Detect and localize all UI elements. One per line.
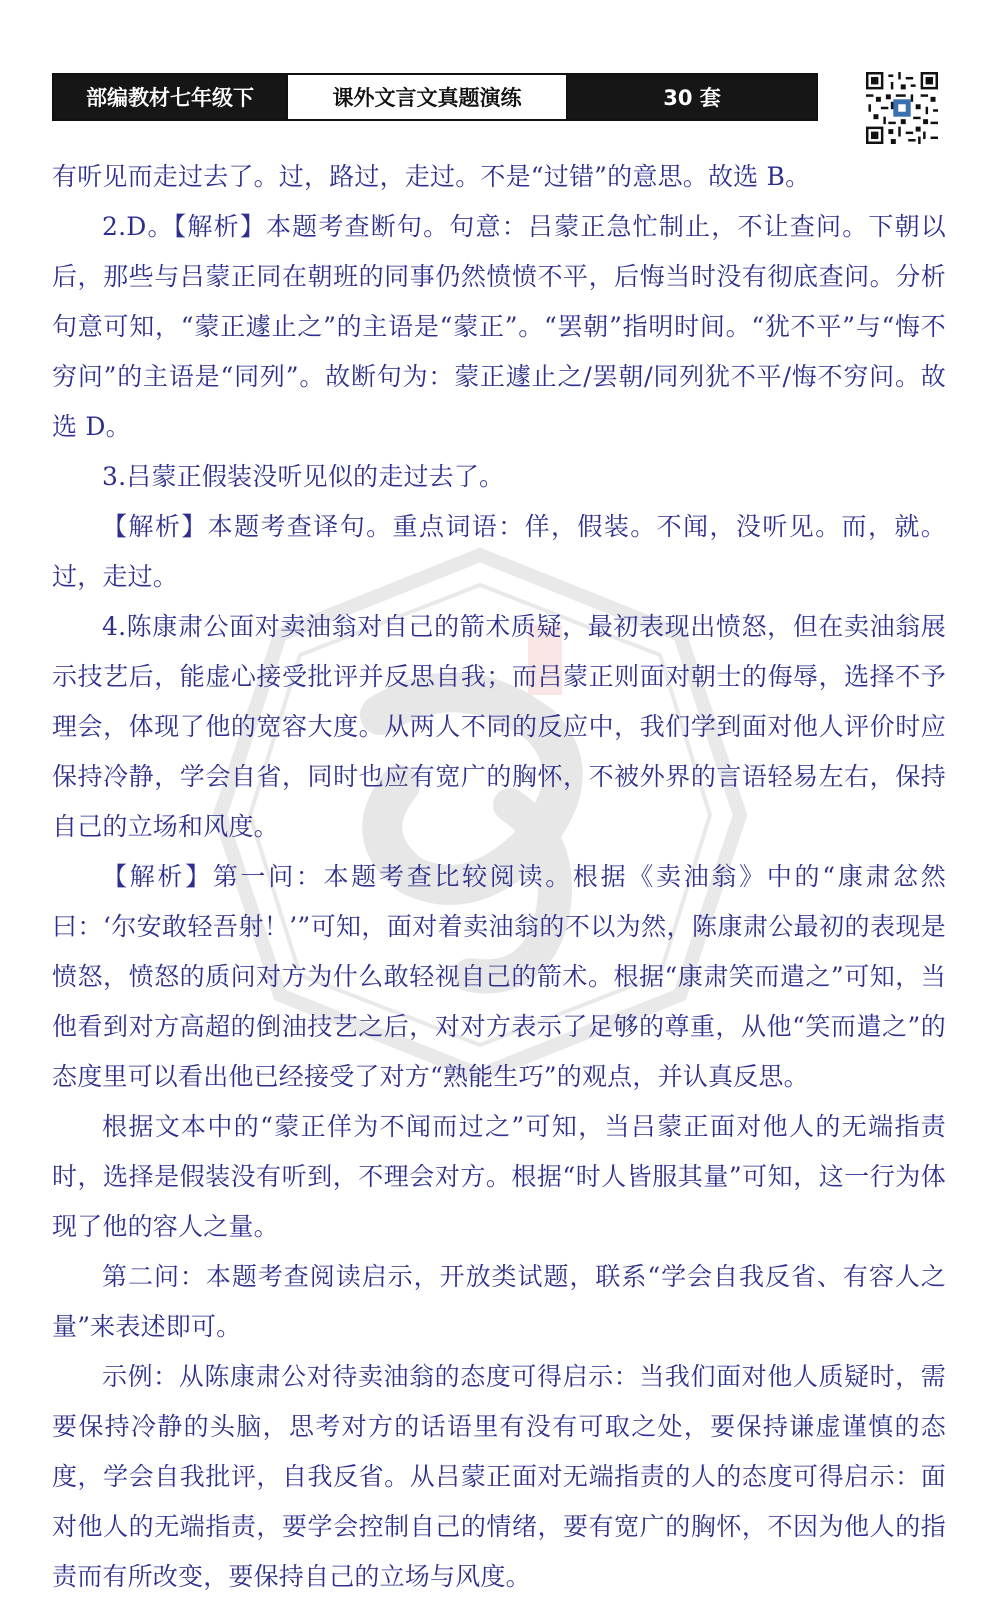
paragraph-6: 【解析】第一问：本题考查比较阅读。根据《卖油翁》中的“康肃忿然曰：‘尔安敢轻吾射！’”可知，面对着卖油翁的不以为然，陈康肃公最初的表现是愤怒，愤怒的质问对方为什么敢轻视自己的箭术。根据“康肃笑而遣之”可知，当他看到对方高超的倒油技艺之后，对对方表示了足够的尊重，从他“笑而遣之”的态度里可以看出他已经接受了对方“熟能生巧”的观点，并认真反思。 bbox=[52, 862, 946, 1091]
paragraph-8: 第二问：本题考查阅读启示，开放类试题，联系“学会自我反省、有容人之量”来表述即可。 bbox=[52, 1262, 946, 1341]
header-title: 课外文言文真题演练 bbox=[286, 75, 568, 119]
paragraph-7: 根据文本中的“蒙正佯为不闻而过之”可知，当吕蒙正面对他人的无端指责时，选择是假装没有听到，不理会对方。根据“时人皆服其量”可知，这一行为体现了他的容人之量。 bbox=[52, 1112, 946, 1241]
paragraph-1: 有听见而走过去了。过，路过，走过。不是“过错”的意思。故选 B。 bbox=[52, 162, 811, 191]
qr-code-icon bbox=[866, 72, 938, 144]
page-header bbox=[52, 73, 818, 121]
paragraph-9: 示例：从陈康肃公对待卖油翁的态度可得启示：当我们面对他人质疑时，需要保持冷静的头脑，思考对方的话语里有没有可取之处，要保持谦虚谨慎的态度，学会自我批评，自我反省。从吕蒙正面对无端指责的人的态度可得启示：面对他人的无端指责，要学会控制自己的情绪，要有宽广的胸怀，不因为他人的指责而有所改变，要保持自己的立场与风度。 bbox=[52, 1362, 946, 1591]
paragraph-4: 【解析】本题考查译句。重点词语：佯，假装。不闻，没听见。而，就。过，走过。 bbox=[52, 512, 946, 591]
header-grade: 部编教材七年级下 bbox=[54, 75, 286, 119]
paragraph-2: 2.D。【解析】本题考查断句。句意：吕蒙正急忙制止，不让查问。下朝以后，那些与吕蒙正同在朝班的同事仍然愤愤不平，后悔当时没有彻底查问。分析句意可知，“蒙正遽止之”的主语是“蒙正”。“罢朝”指明时间。“犹不平”与“悔不穷问”的主语是“同列”。故断句为：蒙正遽止之/罢朝/同列犹不平/悔不穷问。故选 D。 bbox=[52, 212, 946, 441]
paragraph-3: 3.吕蒙正假装没听见似的走过去了。 bbox=[102, 462, 505, 491]
paragraph-5: 4.陈康肃公面对卖油翁对自己的箭术质疑，最初表现出愤怒，但在卖油翁展示技艺后，能虚心接受批评并反思自我；而吕蒙正则面对朝士的侮辱，选择不予理会，体现了他的宽容大度。从两人不同的反应中，我们学到面对他人评价时应保持冷静，学会自省，同时也应有宽广的胸怀，不被外界的言语轻易左右，保持自己的立场和风度。 bbox=[52, 612, 946, 841]
header-set-count: 30 套 bbox=[568, 75, 816, 119]
answer-content bbox=[52, 152, 946, 1602]
